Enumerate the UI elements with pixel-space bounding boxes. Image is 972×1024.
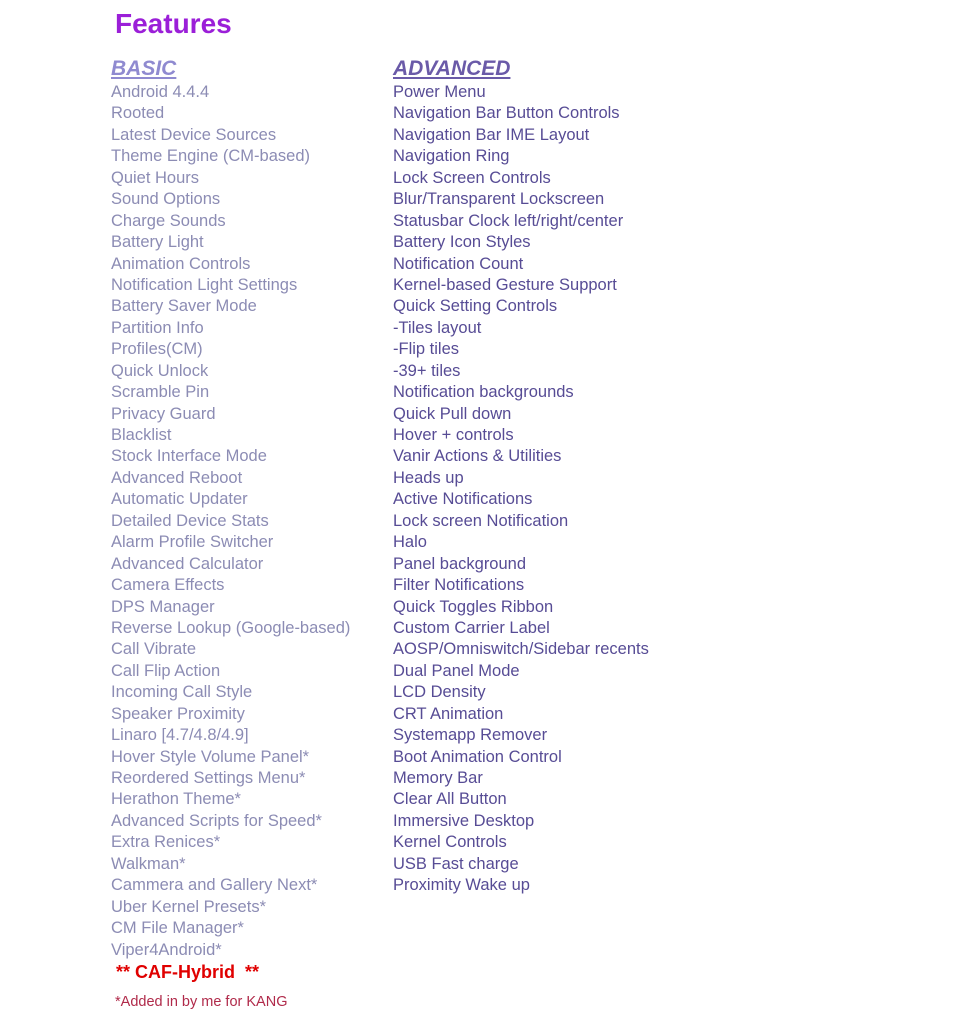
feature-item: Android 4.4.4	[111, 83, 210, 101]
feature-item: Latest Device Sources	[111, 125, 277, 144]
feature-item: Linaro [4.7/4.8/4.9]	[111, 726, 249, 745]
feature-item: Notification backgrounds	[393, 383, 574, 402]
feature-item: LCD Density	[393, 683, 486, 702]
feature-item: CM File Manager*	[111, 919, 244, 938]
advanced-header: ADVANCED	[393, 57, 511, 80]
feature-item: Quick Unlock	[111, 361, 209, 380]
feature-item: Active Notifications	[393, 490, 533, 509]
feature-item: Advanced Calculator	[111, 554, 264, 573]
feature-item: -39+ tiles	[393, 361, 461, 380]
feature-item: Quick Toggles Ribbon	[393, 597, 554, 616]
feature-item: Animation Controls	[111, 254, 251, 273]
feature-item: Cammera and Gallery Next*	[111, 876, 318, 895]
feature-item: Theme Engine (CM-based)	[111, 147, 310, 166]
feature-item: Boot Animation Control	[393, 747, 562, 766]
feature-item: Incoming Call Style	[111, 683, 253, 702]
feature-item: Heads up	[393, 468, 464, 487]
feature-item: DPS Manager	[111, 597, 215, 616]
feature-item: Quiet Hours	[111, 168, 200, 187]
feature-item: Privacy Guard	[111, 404, 216, 423]
feature-item: Uber Kernel Presets*	[111, 897, 266, 916]
feature-item: Scramble Pin	[111, 383, 210, 402]
basic-column	[111, 55, 350, 961]
feature-item: Memory Bar	[393, 769, 483, 787]
feature-item: Advanced Reboot	[111, 468, 243, 487]
feature-item: Battery Icon Styles	[393, 233, 531, 252]
feature-item: Hover + controls	[393, 426, 514, 444]
feature-item: Immersive Desktop	[393, 811, 535, 830]
feature-item: Call Vibrate	[111, 640, 196, 659]
feature-item: Dual Panel Mode	[393, 661, 520, 680]
feature-item: Custom Carrier Label	[393, 618, 550, 637]
feature-item: Quick Setting Controls	[393, 297, 558, 316]
feature-item: CRT Animation	[393, 704, 504, 723]
feature-item: Speaker Proximity	[111, 704, 245, 723]
feature-item: Halo	[393, 533, 427, 552]
feature-item: Partition Info	[111, 318, 204, 337]
feature-item: Navigation Bar Button Controls	[393, 104, 620, 123]
feature-item: Battery Light	[111, 233, 204, 252]
feature-item: Battery Saver Mode	[111, 297, 257, 316]
feature-item: Call Flip Action	[111, 661, 221, 680]
feature-item: Rooted	[111, 104, 165, 123]
advanced-feature-list	[393, 82, 649, 897]
feature-item: Power Menu	[393, 83, 486, 101]
feature-item: Stock Interface Mode	[111, 447, 267, 466]
feature-item: Detailed Device Stats	[111, 511, 269, 530]
feature-item: Proximity Wake up	[393, 876, 530, 895]
footnote: *Added in by me for KANG	[115, 994, 288, 1010]
feature-item: Lock Screen Controls	[393, 168, 551, 187]
feature-item: Automatic Updater	[111, 490, 248, 509]
feature-item: Extra Renices*	[111, 833, 221, 852]
feature-item: AOSP/Omniswitch/Sidebar recents	[393, 640, 649, 659]
feature-item: Hover Style Volume Panel*	[111, 747, 310, 766]
feature-item: Charge Sounds	[111, 211, 226, 230]
feature-item: Blur/Transparent Lockscreen	[393, 190, 605, 209]
feature-item: -Tiles layout	[393, 318, 482, 337]
feature-item: Panel background	[393, 554, 527, 573]
feature-item: Clear All Button	[393, 790, 507, 809]
feature-item: Vanir Actions & Utilities	[393, 447, 562, 466]
feature-item: Notification Light Settings	[111, 275, 298, 294]
feature-item: Walkman*	[111, 854, 186, 873]
basic-header: BASIC	[111, 57, 177, 80]
feature-item: Advanced Scripts for Speed*	[111, 811, 322, 830]
feature-item: Filter Notifications	[393, 576, 525, 595]
feature-item: Notification Count	[393, 254, 524, 273]
feature-item: Lock screen Notification	[393, 511, 569, 530]
feature-item: Camera Effects	[111, 576, 225, 595]
feature-item: Kernel Controls	[393, 833, 507, 852]
feature-item: USB Fast charge	[393, 854, 519, 873]
feature-item: Profiles(CM)	[111, 340, 203, 359]
caf-hybrid-note: ** CAF-Hybrid **	[116, 962, 260, 982]
feature-item: Viper4Android*	[111, 940, 222, 959]
feature-item: Kernel-based Gesture Support	[393, 275, 617, 294]
feature-item: Blacklist	[111, 426, 172, 444]
feature-item: Systemapp Remover	[393, 726, 548, 745]
feature-item: Sound Options	[111, 190, 221, 209]
page-title: Features	[115, 8, 232, 39]
feature-item: Navigation Ring	[393, 147, 510, 166]
feature-item: Alarm Profile Switcher	[111, 533, 274, 552]
feature-item: Herathon Theme*	[111, 790, 241, 809]
feature-item: Reverse Lookup (Google-based)	[111, 618, 351, 637]
advanced-column	[393, 55, 649, 897]
basic-feature-list	[111, 82, 350, 961]
feature-item: Statusbar Clock left/right/center	[393, 211, 624, 230]
feature-item: Navigation Bar IME Layout	[393, 125, 590, 144]
feature-item: Quick Pull down	[393, 404, 512, 423]
feature-item: Reordered Settings Menu*	[111, 769, 306, 787]
feature-item: -Flip tiles	[393, 340, 460, 359]
